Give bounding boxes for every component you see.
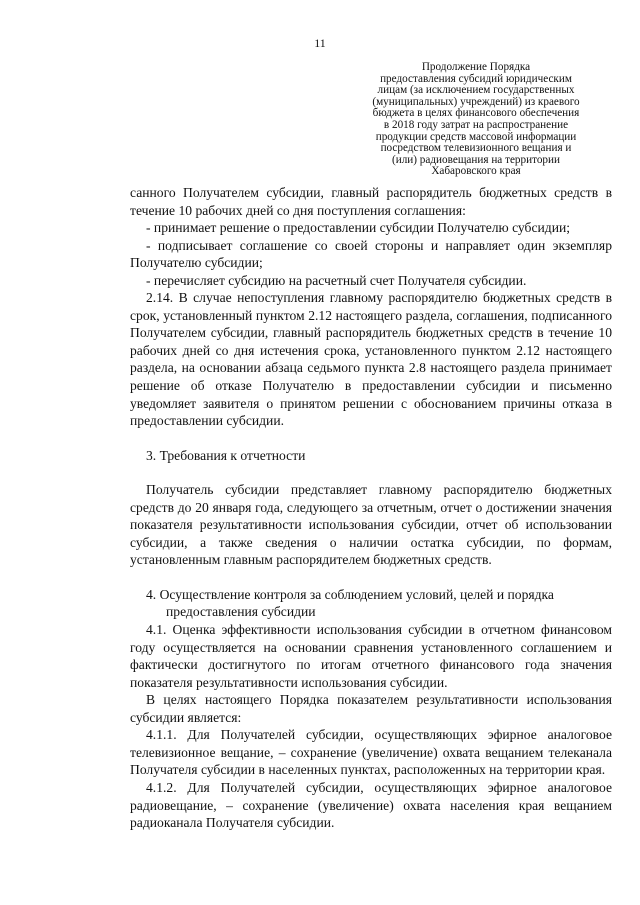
continuation-header [356,62,596,178]
paragraph: - подписывает соглашение со своей стороны и направляет один экземпляр Получателю субсидии; [130,237,612,271]
paragraph: 4.1. Оценка эффективности использования субсидии в отчетном финансовом году осуществляется на основании сравнения установленного соглашением и фактически достигнутого по итогам отчетного финансового года значения показателя результативности использования субсидии. [130,622,612,690]
paragraph: 4.1.1. Для Получателей субсидии, осуществляющих эфирное аналоговое телевизионное вещание, – сохранение (увеличение) охвата вещанием телеканала Получателя субсидии в населенных пунктах, расположенных на территории края. [130,727,612,778]
document-body [130,184,612,832]
spacer [130,569,612,586]
header-line: лицам (за исключением государственных [377,84,575,97]
header-line: продукции средств массовой информации [375,130,577,143]
header-line: бюджета в целях финансового обеспечения [372,107,580,120]
paragraph: - перечисляет субсидию на расчетный счет Получателя субсидии. [146,272,527,288]
paragraph: 4.1.2. Для Получателей субсидии, осуществляющих эфирное аналоговое радиовещание, – сохранение (увеличение) охвата населения края вещанием радиоканала Получателя субсидии. [130,779,612,831]
spacer [130,464,612,481]
paragraph: В целях настоящего Порядка показателем результативности использования субсидии является: [130,692,612,725]
spacer [130,430,612,447]
header-line: Продолжение Порядка [421,61,531,73]
page-number: 11 [314,36,326,50]
header-line: посредством телевизионного вещания и [380,142,572,155]
section-heading-line: 4. Осуществление контроля за соблюдением условий, целей и порядка [146,586,554,602]
header-line: (муниципальных) учреждений) из краевого [372,95,580,108]
header-line: предоставления субсидий юридическим [380,72,572,85]
header-line: (или) радиовещания на территории [392,153,560,166]
paragraph: Получатель субсидии представляет главному распорядителю бюджетных средств до 20 января года, следующего за отчетным, отчет о достижении значения показателя результативности использования субсидии, отчет об использовании субсидии, а также сведения о наличии остатка субсидии, по формам, установленным главным распорядителем бюджетных средств. [130,482,612,568]
header-line: в 2018 году затрат на распространение [383,118,569,131]
header-line: Хабаровского края [431,165,521,178]
section-heading [130,586,612,621]
section-heading: 3. Требования к отчетности [146,447,306,463]
section-heading-line: предоставления субсидии [166,604,316,620]
paragraph: - принимает решение о предоставлении субсидии Получателю субсидии; [146,220,571,236]
paragraph: 2.14. В случае непоступления главному распорядителю бюджетных средств в срок, установленный пунктом 2.12 настоящего раздела, соглашения, подписанного Получателем субсидии, главный распорядитель бюджетных средств в течение 10 рабочих дней со дня истечения срока, установленного пунктом 2.12 настоящего раздела, на основании абзаца седьмого пункта 2.8 настоящего раздела принимает решение об отказе Получателю в предоставлении субсидии и письменно уведомляет заявителя о принятом решении с обоснованием причины отказа в предоставлении субсидии. [130,290,612,429]
paragraph: санного Получателем субсидии, главный распорядитель бюджетных средств в течение 10 рабочих дней со дня поступления соглашения: [130,185,612,218]
